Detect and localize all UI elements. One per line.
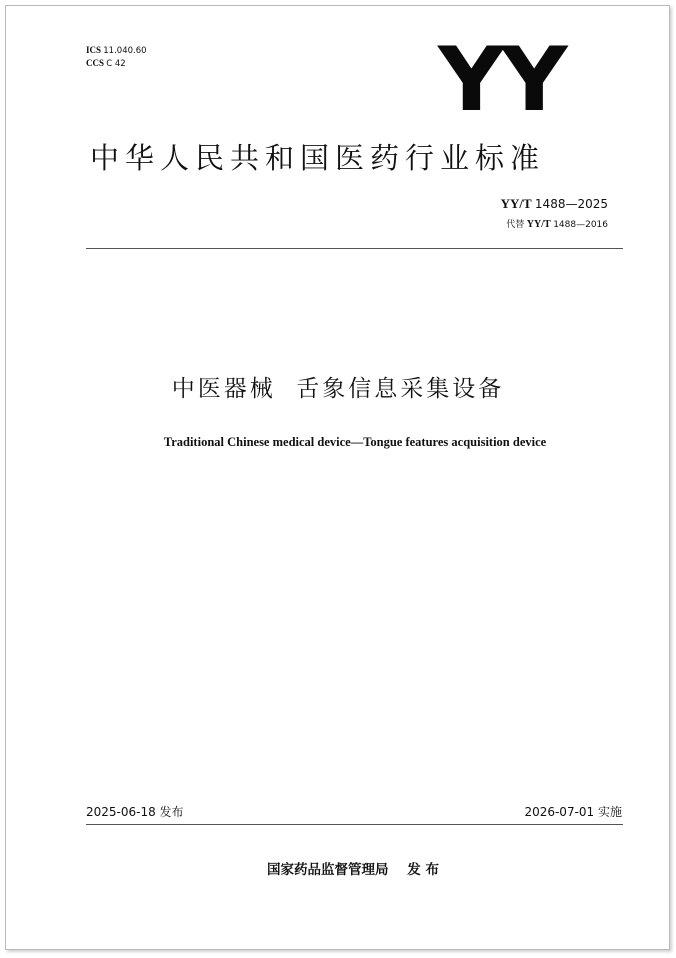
ccs-code: [86, 57, 147, 70]
replaces-prefix: YY/T: [526, 219, 551, 230]
classification-codes: [86, 44, 147, 70]
ics-label: ICS: [86, 45, 102, 55]
document-title-chinese: 中医器械 舌象信息采集设备: [171, 376, 505, 402]
document-title-english: Traditional Chinese medical device—Tongue features acquisition device: [163, 435, 547, 449]
standard-number: [501, 196, 608, 212]
ics-code: [86, 44, 147, 57]
yy-logo: YY: [438, 28, 564, 131]
standard-category-title: 中华人民共和国医药行业标准: [90, 141, 546, 175]
header-divider: [86, 248, 623, 249]
replaces-standard: [506, 217, 608, 230]
issue-date: 2025-06-18 发布: [86, 805, 184, 819]
replaces-value: 1488—2016: [553, 220, 608, 230]
standard-number-value: 1488—2025: [534, 197, 608, 211]
ccs-value: C 42: [106, 59, 126, 69]
replaces-label: 代替: [506, 220, 525, 230]
implementation-date: 2026-07-01 实施: [524, 805, 622, 819]
issuing-authority: 国家药品监督管理局 发 布: [267, 862, 439, 878]
footer-divider: [86, 824, 623, 825]
standard-number-prefix: YY/T: [500, 196, 532, 211]
ics-value: 11.040.60: [103, 46, 147, 56]
ccs-label: CCS: [86, 58, 105, 68]
